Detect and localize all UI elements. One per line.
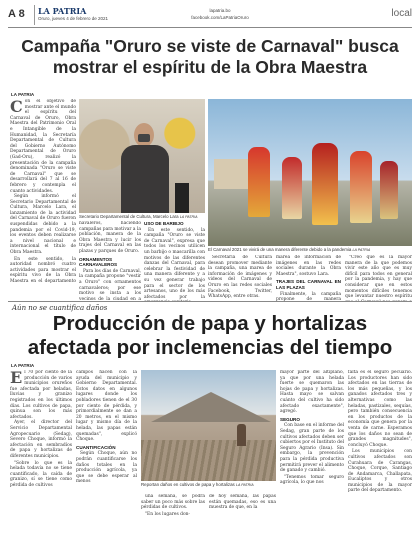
article1-col2 [79, 221, 141, 301]
article2-source: LA PATRIA [11, 363, 35, 368]
article1-col1-p3: En este sentido, la autoridad nombró cuatro actividades para mostrar el espíritu vivo de la Obra Maestra en el departamento [10, 256, 76, 284]
article2-photo-credit: LA PATRIA [235, 483, 254, 487]
article2-col4-subhead: SEGURO [280, 416, 300, 422]
article1-photo1-caption [79, 214, 205, 220]
photo-dancer-1 [248, 147, 270, 217]
article2-col5-p2: Los municipios con cultivos afectados son Curahuara de Carangas, Choque, Corque, Santiago de Andamarca, Challapata, Eucaliptos y otros municipios de la mayor parte del departamento. [348, 449, 412, 494]
photo-mask [138, 134, 150, 142]
article1-col3-subhead1: USO DE BARBIJO [144, 221, 184, 226]
article1-col1 [10, 99, 76, 285]
photo-dancer-2 [282, 157, 302, 219]
photo1-credit: LA PATRIA [179, 215, 198, 219]
article2-col3b [209, 494, 276, 530]
brand-name: LA PATRIA [38, 6, 87, 16]
article1-col5-p2: Finalmente, la campaña propone de manera [276, 291, 341, 301]
article1-col6-text: "Creo que es la mayor manera de la que podemos vivir este año que es muy difícil para todos en general por la pandemia, y hay que considerar que en estos momentos difíciles tenemos que levantar nuestro espíritu [345, 255, 412, 300]
article1-col5-text: marea de información de imágenes en las redes sociales durante la Obra Maestra", sostuvo Lara. [276, 255, 341, 277]
article2-col2-subhead: CUANTIFICACIÓN [76, 444, 116, 450]
photo-field-rows [141, 440, 276, 481]
contact-url[interactable]: lapatria.bo [209, 8, 231, 13]
article2-col1-p3: "Sobre lo que es la helada todavía no se tiene cuantificado, la caída de granizo, sí se tiene como pérdida de cultivos [10, 460, 72, 488]
article1-photo-official [79, 99, 205, 213]
article2-col5 [348, 370, 412, 530]
photo-dancer-3 [312, 143, 338, 225]
article-separator [8, 301, 412, 302]
article2-col4-text: mayor parte del altiplano, ya que por una helada fuerte se quemaron las hojas de papa y hortalizas. Hasta mayo se salvan cuánto del cultivo ha sido afectado exactamente", agregó. [280, 370, 344, 415]
article2-col2 [76, 370, 137, 530]
photo-microphone [175, 183, 189, 213]
article2-col4-p3: "Tenemos tomar seguro agrícola, lo que nos [280, 474, 344, 486]
header-rule [8, 27, 412, 28]
article1-col5 [276, 255, 341, 301]
article1-col2-subhead: ORNAMENTOS CARNAVALEROS [79, 256, 118, 268]
article2-col3a-p2: "En los lugares don- [145, 511, 190, 517]
article2-col4-p2: Con base en el informe del Sedag, gran parte de los cultivos afectados deben ser cubiertos por el Instituto del Seguro Agrario (Insa). Sin embargo, la prevención para la pérdida productiva permitirá prever el alimento de ganado y cambió. [280, 423, 344, 474]
photo2-credit: LA PATRIA [352, 248, 371, 252]
article2-col1 [10, 370, 72, 530]
article1-photo2-caption [208, 247, 412, 253]
article1-headline: Campaña "Oruro se viste de Carnaval" busca mostrar el espíritu de la Obra Maestra [21, 36, 399, 77]
article2-col1-p2: Ayer, el director del Servicio Departamental Agropecuario (Sedag), Severo Choque, informó la afectación en sembradíos de papa y hortalizas de diferentes municipios. [10, 420, 72, 459]
photo-mountain [151, 392, 271, 422]
photo-dancer-4 [350, 151, 372, 223]
page-number: A 8 [8, 8, 25, 20]
photo2-caption-text: El Carnaval 2021 se vivirá de una manera diferente debido a la pandemia [208, 247, 352, 252]
article2-col3b-text: de hoy semana, las papas están quemadas, eso es una muestra de que, en la [209, 494, 276, 511]
article2-dropcap: E [10, 370, 23, 387]
article1-dropcap: C [10, 99, 23, 116]
article2-photo-caption-text: Reportan daños en cultivos de papa y hortalizas [141, 482, 235, 487]
article2-photo-field [141, 370, 276, 481]
article1-col3-p1: En este sentido, la campaña "Oruro se viste de Carnaval", expresa que todos los vecinos utilicen un barbijo o mascarilla con motivos de las diferentes danzas del Carnaval, para celebrar la festividad de una manera diferente y a su vez generar trabajo para el sector de los artesanos, uno de los más afectados por la [144, 227, 205, 300]
article2-photo-caption [141, 482, 276, 488]
article1-source: LA PATRIA [11, 92, 35, 97]
article1-col3 [144, 221, 205, 301]
article1-col2-p2: Para los días de Carnaval, la campaña propone "vestir a Oruro" con ornamentos carnavaleros; por ese motivo se insta a los vecinos de la ciudad en a [79, 268, 141, 301]
article1-col1-p2: Según informó el Secretario Departamental de Cultura, Marcelo Lara, el lanzamiento de la actividad del Carnaval de Oruro fueron suspendidas debido a la pandemia por el Covid-19, los eventos deben realizarse a nivel nacional e internacional el título de Obra Maestra. [10, 194, 76, 256]
article1-col5-subhead: TRAJES DEL CARNAVAL EN LAS PLAZAS [276, 279, 341, 290]
article2-kicker: Aún no se cuantifica daños [12, 304, 108, 312]
page-date: Oruro, jueves 4 de febrero de 2021 [38, 16, 109, 21]
page-header [0, 0, 420, 28]
section-label: local [391, 8, 412, 19]
photo-farmer [237, 424, 246, 446]
article2-col5-text: falta es el seguro pecuario. Los productores han sido afectados en las tierras de los más pequeñas, y los ganados afectados tres y alternativas como las heladas, pastizales, sequías, pero también consecuencia en los productos de la economía que genera por la venta de carne. Esperamos que los daños no sean de grandes magnitudes", concluyó Choque. [348, 370, 412, 448]
article1-col1-text: on el objetivo de mostrar ante el mundo el espíritu del Carnaval de Oruro, Obra Maestra del Patrimonio Oral e Intangible de la Humanidad, la Secretaría Departamental de Cultura del Gobierno Autónomo Departamental de Oruro (Gad-Oru), realizó la presentación de la campaña denominada "Oruro se viste de Carnaval" que se desarrollará del 7 al 16 de febrero y contempla el cuanto actividades. [10, 99, 76, 194]
article2-col2-text: campos hacen con la ayuda del municipio y Gobierno Departamental. Estos datos en algunos lugares donde los pobladores tienen de el 30 por ciento de pérdida, y primordialmente se dan a 20 metros, en el mismo lugar y mismo día de la helada, las papas están quemadas", explicó Choque. [76, 370, 137, 443]
article2-col2-p2: Según Choque, aún no podrán cuantificarse los daños totales en la producción agrícola, ya que se debe esperar al menos [76, 451, 137, 485]
article1-col4-text: Secretaría de Cultura desean promover mediante la campaña, una marea de información de imágenes y videos del Carnaval de Oruro en las redes sociales Facebook, Twitter, WhatsApp, entre otras. [208, 255, 272, 300]
photo-person-body [121, 145, 169, 213]
article1-col4 [208, 255, 272, 301]
photo1-caption-text: Secretario Departamental de Cultura, Marcelo Lara [79, 214, 179, 219]
brand-logo [34, 5, 35, 25]
social-url[interactable]: facebook.com/LaPatriaOruro [191, 15, 249, 20]
article1-photo-carnival [208, 99, 412, 246]
photo-dancer-5 [380, 161, 398, 219]
article1-col2-text: navaleros, haciendo campañas para motivar a la población, manera de la Obra Maestra y lucir los trajes del Carnaval en las plazas y parques de Oruro. [79, 221, 141, 254]
article1-col6 [345, 255, 412, 301]
article2-col1-text: l 70 por ciento de la producción de varios municipios orureños fue afectada por heladas, lluvias y granizo registrados en los últimos días. Los cultivos de papa, quinua son los más afectados. [10, 370, 72, 420]
article2-col3a [141, 494, 205, 530]
article2-col4 [280, 370, 344, 530]
article2-col3a-text: una semana, se podrá saber un poco más sobre las pérdidas de cultivos. [141, 494, 205, 511]
article2-headline: Producción de papa y hortalizas afectada por inclemencias del tiempo [27, 312, 393, 359]
